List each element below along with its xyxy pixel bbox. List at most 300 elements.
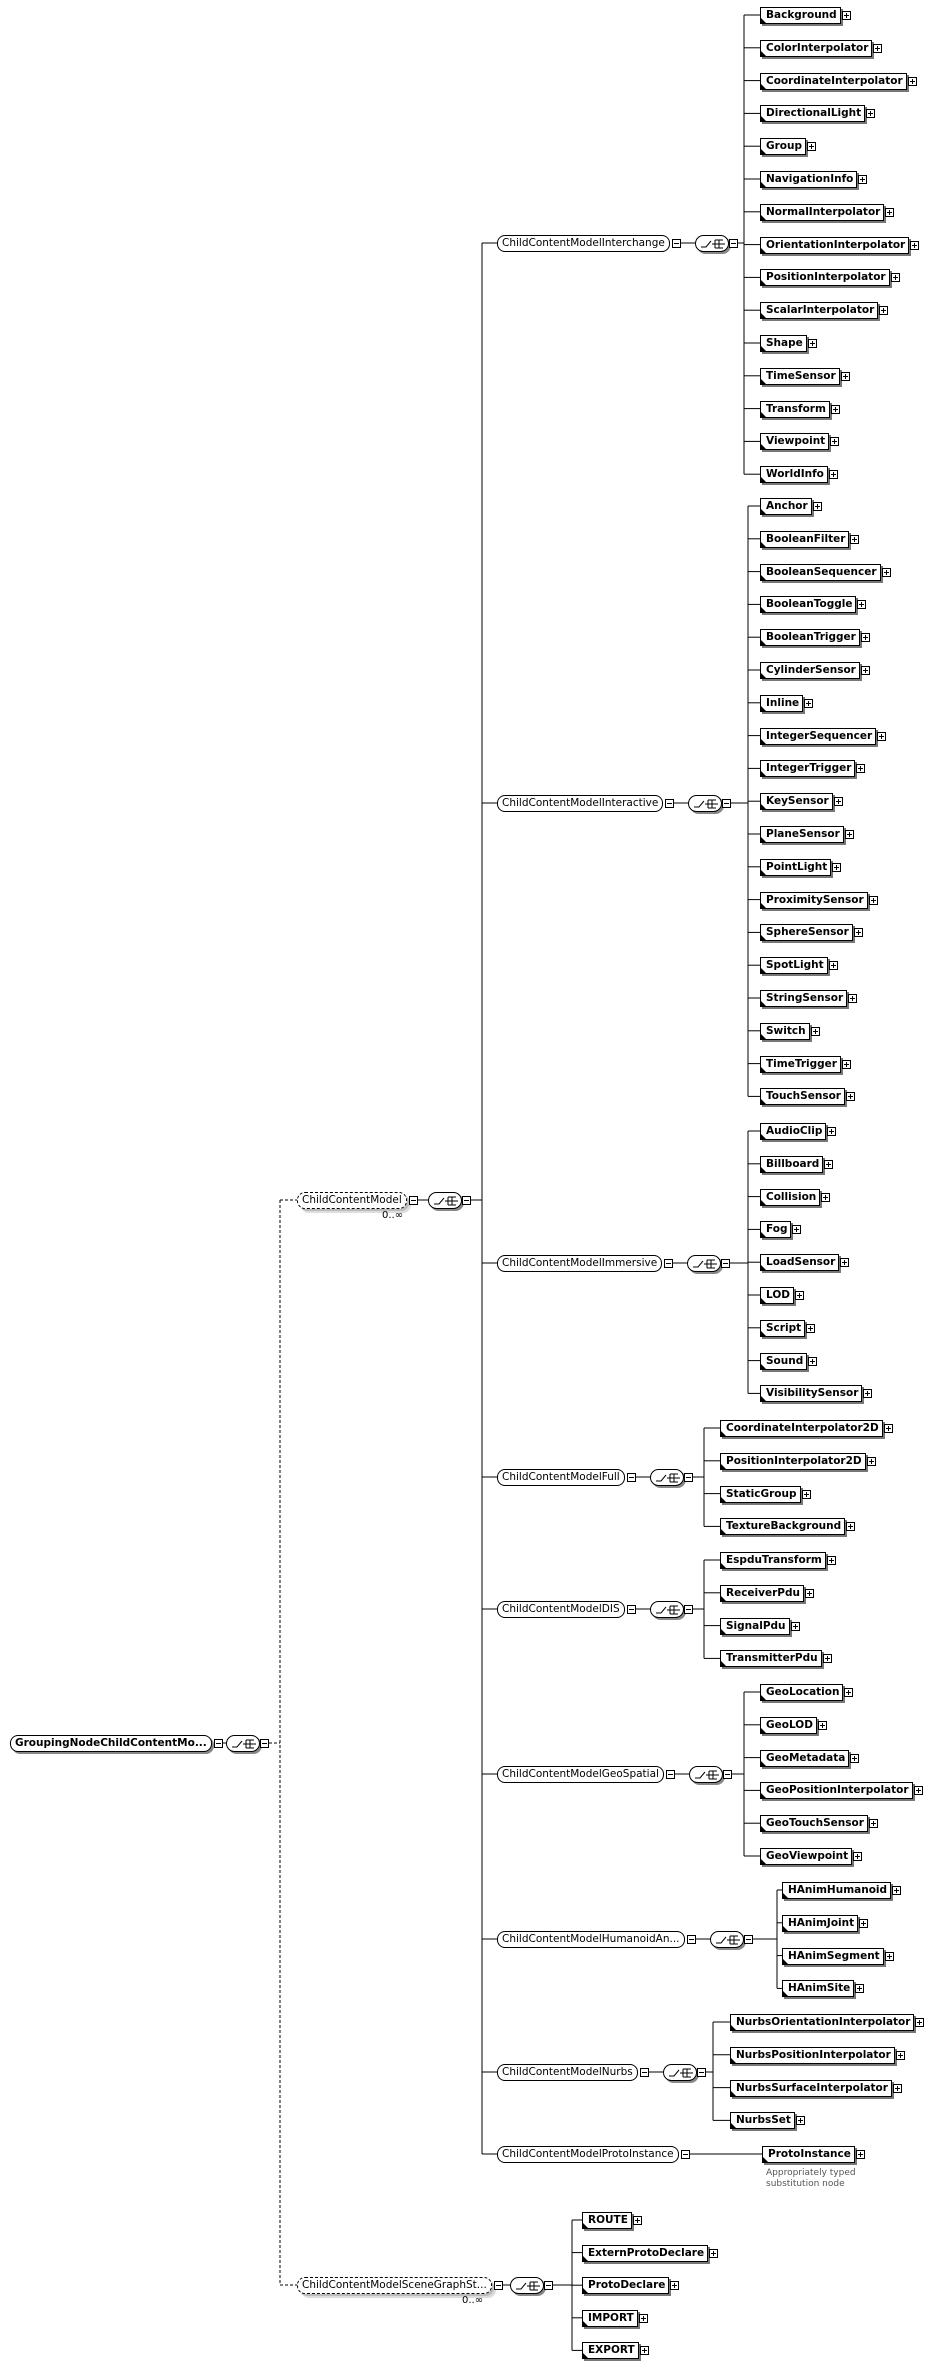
element-sound[interactable] <box>760 1353 807 1370</box>
submodel-collapse-icon[interactable] <box>672 239 681 248</box>
expand-shape-icon[interactable] <box>808 339 817 348</box>
expand-nurbs-orientation-interpolator-icon[interactable] <box>915 2018 924 2027</box>
element-billboard[interactable] <box>760 1156 823 1173</box>
submodel-collapse-icon[interactable] <box>627 1473 636 1482</box>
node-label: GeoLocation <box>766 1686 840 1698</box>
node-label: GeoViewpoint <box>766 1850 849 1862</box>
expand-script-icon[interactable] <box>806 1324 815 1333</box>
element-extern-proto-declare[interactable] <box>582 2245 708 2262</box>
reference-arrow-icon <box>761 903 766 908</box>
submodel-collapse-icon[interactable] <box>664 1259 673 1268</box>
node-label: TransmitterPdu <box>726 1652 818 1665</box>
node-label: SphereSensor <box>766 926 849 939</box>
node-label: ProtoDeclare <box>588 2279 666 2292</box>
element-transmitter-pdu[interactable] <box>720 1650 822 1667</box>
element-orientation-interpolator[interactable] <box>760 237 909 254</box>
node-label: Shape <box>766 337 803 349</box>
node-label: Sound <box>766 1354 804 1367</box>
element-sphere-sensor[interactable] <box>760 924 853 941</box>
element-import[interactable] <box>582 2310 638 2327</box>
expand-boolean-filter-icon[interactable] <box>850 535 859 544</box>
node-label: IntegerTrigger <box>766 762 852 775</box>
compositor-collapse-icon[interactable] <box>723 1770 732 1779</box>
expand-coordinate-interpolator-icon[interactable] <box>908 77 917 86</box>
expand-scalar-interpolator-icon[interactable] <box>879 306 888 315</box>
reference-arrow-icon <box>721 1596 726 1601</box>
root-collapse-icon[interactable] <box>214 1739 223 1748</box>
element-string-sensor[interactable] <box>760 990 847 1007</box>
node-label: Anchor <box>766 500 808 512</box>
element-load-sensor[interactable] <box>760 1254 839 1271</box>
reference-arrow-icon <box>761 280 766 285</box>
element-cylinder-sensor[interactable] <box>760 662 860 679</box>
child-content-model-collapse-icon[interactable] <box>409 1196 418 1205</box>
expand-directional-light-icon[interactable] <box>866 109 875 118</box>
reference-arrow-icon <box>721 1464 726 1469</box>
expand-geo-metadata-icon[interactable] <box>850 1754 859 1763</box>
element-geo-lod[interactable] <box>760 1717 817 1734</box>
expand-anchor-icon[interactable] <box>813 502 822 511</box>
element-color-interpolator[interactable] <box>760 40 872 57</box>
element-audio-clip[interactable] <box>760 1123 826 1140</box>
reference-arrow-icon <box>721 1529 726 1534</box>
node-label: GeoMetadata <box>766 1751 846 1764</box>
node-label: ProtoInstance <box>768 2148 851 2160</box>
choice-icon <box>715 1934 741 1946</box>
compositor-collapse-icon[interactable] <box>684 1605 693 1614</box>
reference-arrow-icon <box>761 1232 766 1237</box>
element-point-light[interactable] <box>760 859 831 876</box>
expand-key-sensor-icon[interactable] <box>834 797 843 806</box>
expand-billboard-icon[interactable] <box>824 1160 833 1169</box>
element-viewpoint[interactable] <box>760 433 829 450</box>
group-child-content-model-interchange[interactable] <box>497 235 670 252</box>
expand-normal-interpolator-icon[interactable] <box>885 208 894 217</box>
submodel-collapse-icon[interactable] <box>665 799 674 808</box>
expand-position-interpolator-icon[interactable] <box>891 273 900 282</box>
reference-arrow-icon <box>761 968 766 973</box>
expand-group-icon[interactable] <box>807 142 816 151</box>
element-background[interactable] <box>760 7 841 24</box>
compositor-collapse-icon[interactable] <box>744 1935 753 1944</box>
submodel-choice-compositor <box>710 1931 744 1948</box>
expand-route-icon[interactable] <box>633 2216 642 2225</box>
reference-arrow-icon <box>761 248 766 253</box>
node-label: Billboard <box>766 1157 820 1170</box>
element-group[interactable] <box>760 138 806 155</box>
expand-time-trigger-icon[interactable] <box>842 1060 851 1069</box>
expand-world-info-icon[interactable] <box>829 470 838 479</box>
reference-arrow-icon <box>731 2025 736 2030</box>
reference-arrow-icon <box>731 2123 736 2128</box>
element-coordinate-interpolator2-d[interactable] <box>720 1420 883 1437</box>
reference-arrow-icon <box>721 1497 726 1502</box>
reference-arrow-icon <box>761 1761 766 1766</box>
element-time-trigger[interactable] <box>760 1056 841 1073</box>
expand-sound-icon[interactable] <box>808 1357 817 1366</box>
root-choice-compositor <box>226 1735 260 1752</box>
reference-arrow-icon <box>761 542 766 547</box>
element-coordinate-interpolator[interactable] <box>760 73 907 90</box>
group-child-content-model-proto-instance[interactable] <box>497 2146 679 2163</box>
reference-arrow-icon <box>761 1200 766 1205</box>
expand-transmitter-pdu-icon[interactable] <box>823 1654 832 1663</box>
expand-sphere-sensor-icon[interactable] <box>854 928 863 937</box>
expand-proximity-sensor-icon[interactable] <box>869 896 878 905</box>
element-signal-pdu[interactable] <box>720 1618 790 1635</box>
submodel-choice-compositor <box>650 1601 684 1618</box>
element-nurbs-surface-interpolator[interactable] <box>730 2080 892 2097</box>
expand-hanim-joint-icon[interactable] <box>859 1919 868 1928</box>
element-proto-declare[interactable] <box>582 2277 669 2294</box>
reference-arrow-icon <box>731 2058 736 2063</box>
submodel-collapse-icon[interactable] <box>627 1605 636 1614</box>
element-route[interactable] <box>582 2212 632 2229</box>
expand-fog-icon[interactable] <box>792 1225 801 1234</box>
element-directional-light[interactable] <box>760 105 865 122</box>
node-label: SignalPdu <box>726 1619 786 1632</box>
note-line: substitution node <box>766 2179 845 2189</box>
element-geo-viewpoint[interactable] <box>760 1848 852 1865</box>
reference-arrow-icon <box>761 18 766 23</box>
expand-integer-trigger-icon[interactable] <box>856 764 865 773</box>
choice-icon <box>433 1195 459 1207</box>
element-touch-sensor[interactable] <box>760 1088 845 1105</box>
expand-collision-icon[interactable] <box>821 1193 830 1202</box>
node-label: Inline <box>766 696 800 709</box>
expand-hanim-humanoid-icon[interactable] <box>892 1886 901 1895</box>
reference-arrow-icon <box>761 607 766 612</box>
expand-export-icon[interactable] <box>640 2346 649 2355</box>
submodel-collapse-icon[interactable] <box>666 1770 675 1779</box>
expand-point-light-icon[interactable] <box>832 863 841 872</box>
expand-audio-clip-icon[interactable] <box>827 1127 836 1136</box>
element-nurbs-position-interpolator[interactable] <box>730 2047 895 2064</box>
element-boolean-toggle[interactable] <box>760 596 856 613</box>
submodel-collapse-icon[interactable] <box>681 2150 690 2159</box>
element-proto-instance[interactable] <box>762 2146 855 2163</box>
expand-inline-icon[interactable] <box>804 699 813 708</box>
node-label: ExternProtoDeclare <box>588 2246 705 2259</box>
node-label: NavigationInfo <box>766 173 854 185</box>
compositor-collapse-icon[interactable] <box>684 1473 693 1482</box>
expand-espdu-transform-icon[interactable] <box>827 1556 836 1565</box>
expand-transform-icon[interactable] <box>831 405 840 414</box>
element-position-interpolator[interactable] <box>760 269 890 286</box>
element-collision[interactable] <box>760 1189 820 1206</box>
reference-arrow-icon <box>761 804 766 809</box>
element-lod[interactable] <box>760 1287 794 1304</box>
element-time-sensor[interactable] <box>760 368 840 385</box>
node-label: ProximitySensor <box>766 893 864 906</box>
reference-arrow-icon <box>761 870 766 875</box>
choice-icon <box>693 798 719 810</box>
group-child-content-model[interactable] <box>297 1192 407 1209</box>
element-boolean-filter[interactable] <box>760 531 849 548</box>
node-label: NurbsSurfaceInterpolator <box>736 2081 888 2094</box>
note-line: Appropriately typed <box>766 2168 856 2178</box>
group-grouping-node-child-content-mo[interactable] <box>10 1735 212 1752</box>
reference-arrow-icon <box>761 1298 766 1303</box>
choice-icon <box>655 1472 681 1484</box>
submodel-choice-compositor <box>687 1255 721 1272</box>
node-label: ChildContentModel <box>302 1194 402 1206</box>
expand-switch-icon[interactable] <box>811 1027 820 1036</box>
element-visibility-sensor[interactable] <box>760 1385 862 1402</box>
expand-time-sensor-icon[interactable] <box>841 372 850 381</box>
node-label: TouchSensor <box>766 1090 841 1103</box>
expand-geo-touch-sensor-icon[interactable] <box>869 1819 878 1828</box>
compositor-collapse-icon[interactable] <box>722 799 731 808</box>
node-label: GeoLOD <box>766 1718 813 1731</box>
node-label: NurbsSet <box>736 2114 791 2127</box>
submodel-collapse-icon[interactable] <box>687 1935 696 1944</box>
expand-proto-declare-icon[interactable] <box>670 2281 679 2290</box>
element-espdu-transform[interactable] <box>720 1552 826 1569</box>
element-inline[interactable] <box>760 695 803 712</box>
group-child-content-model-full[interactable] <box>497 1469 625 1486</box>
element-hanim-site[interactable] <box>782 1980 854 1997</box>
element-geo-location[interactable] <box>760 1684 843 1701</box>
node-label: LoadSensor <box>766 1256 836 1269</box>
node-label: ScalarInterpolator <box>766 304 875 317</box>
expand-geo-viewpoint-icon[interactable] <box>853 1852 862 1861</box>
group-child-content-model-nurbs[interactable] <box>497 2064 638 2081</box>
element-hanim-humanoid[interactable] <box>782 1882 891 1899</box>
expand-visibility-sensor-icon[interactable] <box>863 1389 872 1398</box>
expand-navigation-info-icon[interactable] <box>858 175 867 184</box>
reference-arrow-icon <box>761 1034 766 1039</box>
compositor-collapse-icon[interactable] <box>721 1259 730 1268</box>
expand-string-sensor-icon[interactable] <box>848 994 857 1003</box>
reference-arrow-icon <box>761 1265 766 1270</box>
element-integer-trigger[interactable] <box>760 760 855 777</box>
node-label: NormalInterpolator <box>766 205 881 218</box>
element-position-interpolator2-d[interactable] <box>720 1453 866 1470</box>
expand-color-interpolator-icon[interactable] <box>873 44 882 53</box>
group-child-content-model-humanoid-an[interactable] <box>497 1931 685 1948</box>
element-plane-sensor[interactable] <box>760 826 844 843</box>
reference-arrow-icon <box>761 51 766 56</box>
expand-receiver-pdu-icon[interactable] <box>805 1589 814 1598</box>
node-label: ChildContentModelNurbs <box>502 2066 633 2078</box>
element-world-info[interactable] <box>760 466 828 483</box>
node-label: TextureBackground <box>726 1520 842 1533</box>
element-switch[interactable] <box>760 1023 810 1040</box>
scenegraph-collapse-icon[interactable] <box>494 2281 503 2290</box>
group-child-content-model-immersive[interactable] <box>497 1255 662 1272</box>
element-normal-interpolator[interactable] <box>760 204 884 221</box>
expand-cylinder-sensor-icon[interactable] <box>861 666 870 675</box>
compositor-collapse-icon[interactable] <box>697 2068 706 2077</box>
expand-static-group-icon[interactable] <box>802 1490 811 1499</box>
node-label: ChildContentModelDIS <box>502 1603 620 1615</box>
node-label: EspduTransform <box>726 1554 822 1566</box>
reference-arrow-icon <box>721 1629 726 1634</box>
node-label: HAnimSegment <box>788 1949 880 1962</box>
node-label: Script <box>766 1321 802 1334</box>
expand-signal-pdu-icon[interactable] <box>791 1622 800 1631</box>
element-receiver-pdu[interactable] <box>720 1585 804 1602</box>
compositor-collapse-icon[interactable] <box>729 239 738 248</box>
expand-proto-instance-icon[interactable] <box>856 2150 865 2159</box>
proto-instance-note <box>766 2168 856 2190</box>
reference-arrow-icon <box>761 739 766 744</box>
node-label: StringSensor <box>766 992 844 1004</box>
expand-position-interpolator2-d-icon[interactable] <box>867 1457 876 1466</box>
compositor-collapse-icon[interactable] <box>260 1739 269 1748</box>
element-geo-touch-sensor[interactable] <box>760 1815 868 1832</box>
reference-arrow-icon <box>721 1661 726 1666</box>
node-label: ChildContentModelInteractive <box>502 797 659 809</box>
reference-arrow-icon <box>761 1728 766 1733</box>
group-child-content-model-dis[interactable] <box>497 1601 625 1618</box>
expand-boolean-toggle-icon[interactable] <box>857 600 866 609</box>
element-transform[interactable] <box>760 401 830 418</box>
expand-boolean-trigger-icon[interactable] <box>861 633 870 642</box>
element-integer-sequencer[interactable] <box>760 728 876 745</box>
node-label: ChildContentModelHumanoidAn... <box>502 1933 680 1945</box>
element-hanim-joint[interactable] <box>782 1915 858 1932</box>
reference-arrow-icon <box>761 477 766 482</box>
reference-arrow-icon <box>761 1793 766 1798</box>
reference-arrow-icon <box>761 640 766 645</box>
node-label: HAnimHumanoid <box>788 1884 888 1896</box>
expand-geo-location-icon[interactable] <box>844 1688 853 1697</box>
expand-spot-light-icon[interactable] <box>829 961 838 970</box>
node-label: AudioClip <box>766 1125 823 1137</box>
reference-arrow-icon <box>583 2288 588 2293</box>
element-fog[interactable] <box>760 1221 791 1238</box>
element-shape[interactable] <box>760 335 807 352</box>
reference-arrow-icon <box>783 1991 788 1996</box>
node-label: TimeSensor <box>766 369 836 382</box>
element-geo-position-interpolator[interactable] <box>760 1782 913 1799</box>
element-navigation-info[interactable] <box>760 171 857 188</box>
node-label: ChildContentModelFull <box>502 1471 620 1483</box>
reference-arrow-icon <box>761 673 766 678</box>
group-child-content-model-geo-spatial[interactable] <box>497 1766 664 1783</box>
expand-extern-proto-declare-icon[interactable] <box>709 2249 718 2258</box>
element-nurbs-orientation-interpolator[interactable] <box>730 2014 914 2031</box>
expand-hanim-site-icon[interactable] <box>855 1984 864 1993</box>
expand-background-icon[interactable] <box>842 11 851 20</box>
choice-icon <box>694 1769 720 1781</box>
node-label: Collision <box>766 1190 817 1203</box>
node-label: Transform <box>766 402 826 415</box>
element-texture-background[interactable] <box>720 1518 845 1535</box>
element-script[interactable] <box>760 1320 805 1337</box>
reference-arrow-icon <box>761 379 766 384</box>
expand-hanim-segment-icon[interactable] <box>885 1952 894 1961</box>
reference-arrow-icon <box>761 1859 766 1864</box>
element-boolean-sequencer[interactable] <box>760 564 881 581</box>
element-proximity-sensor[interactable] <box>760 892 868 909</box>
node-label: Fog <box>766 1223 788 1236</box>
expand-import-icon[interactable] <box>639 2314 648 2323</box>
node-label: Switch <box>766 1024 806 1037</box>
element-spot-light[interactable] <box>760 957 828 974</box>
reference-arrow-icon <box>783 1893 788 1898</box>
node-label: ChildContentModelImmersive <box>502 1257 658 1269</box>
expand-texture-background-icon[interactable] <box>846 1522 855 1531</box>
expand-lod-icon[interactable] <box>795 1291 804 1300</box>
group-child-content-model-scene-graph-st[interactable] <box>297 2277 492 2294</box>
reference-arrow-icon <box>721 1431 726 1436</box>
reference-arrow-icon <box>761 771 766 776</box>
node-label: CylinderSensor <box>766 664 856 676</box>
choice-icon <box>692 1258 718 1270</box>
reference-arrow-icon <box>761 935 766 940</box>
expand-viewpoint-icon[interactable] <box>830 437 839 446</box>
expand-boolean-sequencer-icon[interactable] <box>882 568 891 577</box>
group-child-content-model-interactive[interactable] <box>497 795 663 812</box>
expand-coordinate-interpolator2-d-icon[interactable] <box>884 1424 893 1433</box>
reference-arrow-icon <box>761 346 766 351</box>
node-label: DirectionalLight <box>766 107 862 120</box>
node-label: CoordinateInterpolator <box>766 74 903 87</box>
element-scalar-interpolator[interactable] <box>760 302 878 319</box>
reference-arrow-icon <box>761 1331 766 1336</box>
element-static-group[interactable] <box>720 1486 801 1503</box>
reference-arrow-icon <box>761 575 766 580</box>
reference-arrow-icon <box>761 1364 766 1369</box>
expand-nurbs-set-icon[interactable] <box>796 2116 805 2125</box>
element-boolean-trigger[interactable] <box>760 629 860 646</box>
element-geo-metadata[interactable] <box>760 1750 849 1767</box>
node-label: BooleanSequencer <box>766 565 877 578</box>
expand-nurbs-position-interpolator-icon[interactable] <box>896 2051 905 2060</box>
node-label: GeoTouchSensor <box>766 1817 864 1830</box>
expand-integer-sequencer-icon[interactable] <box>877 732 886 741</box>
node-label: GeoPositionInterpolator <box>766 1784 909 1797</box>
expand-plane-sensor-icon[interactable] <box>845 830 854 839</box>
expand-nurbs-surface-interpolator-icon[interactable] <box>893 2084 902 2093</box>
node-label: Viewpoint <box>766 435 826 448</box>
node-label: ReceiverPdu <box>726 1586 800 1599</box>
element-export[interactable] <box>582 2342 639 2359</box>
submodel-collapse-icon[interactable] <box>640 2068 649 2077</box>
expand-geo-lod-icon[interactable] <box>818 1721 827 1730</box>
reference-arrow-icon <box>761 1695 766 1700</box>
element-anchor[interactable] <box>760 498 812 515</box>
compositor-collapse-icon[interactable] <box>462 1196 471 1205</box>
compositor-collapse-icon[interactable] <box>544 2281 553 2290</box>
reference-arrow-icon <box>761 1826 766 1831</box>
element-nurbs-set[interactable] <box>730 2112 795 2129</box>
reference-arrow-icon <box>761 313 766 318</box>
node-label: KeySensor <box>766 795 829 808</box>
reference-arrow-icon <box>761 706 766 711</box>
reference-arrow-icon <box>731 2091 736 2096</box>
reference-arrow-icon <box>761 1167 766 1172</box>
expand-load-sensor-icon[interactable] <box>840 1258 849 1267</box>
node-label: ChildContentModelSceneGraphSt... <box>302 2279 487 2291</box>
expand-geo-position-interpolator-icon[interactable] <box>914 1786 923 1795</box>
choice-icon <box>668 2067 694 2079</box>
reference-arrow-icon <box>761 1001 766 1006</box>
node-label: CoordinateInterpolator2D <box>726 1422 879 1434</box>
expand-touch-sensor-icon[interactable] <box>846 1092 855 1101</box>
node-label: HAnimJoint <box>788 1916 855 1929</box>
reference-arrow-icon <box>763 2157 768 2162</box>
expand-orientation-interpolator-icon[interactable] <box>910 241 919 250</box>
element-hanim-segment[interactable] <box>782 1948 884 1965</box>
node-label: BooleanTrigger <box>766 631 856 644</box>
reference-arrow-icon <box>721 1563 726 1568</box>
element-key-sensor[interactable] <box>760 793 833 810</box>
cardinality-label: 0..∞ <box>462 2295 484 2306</box>
